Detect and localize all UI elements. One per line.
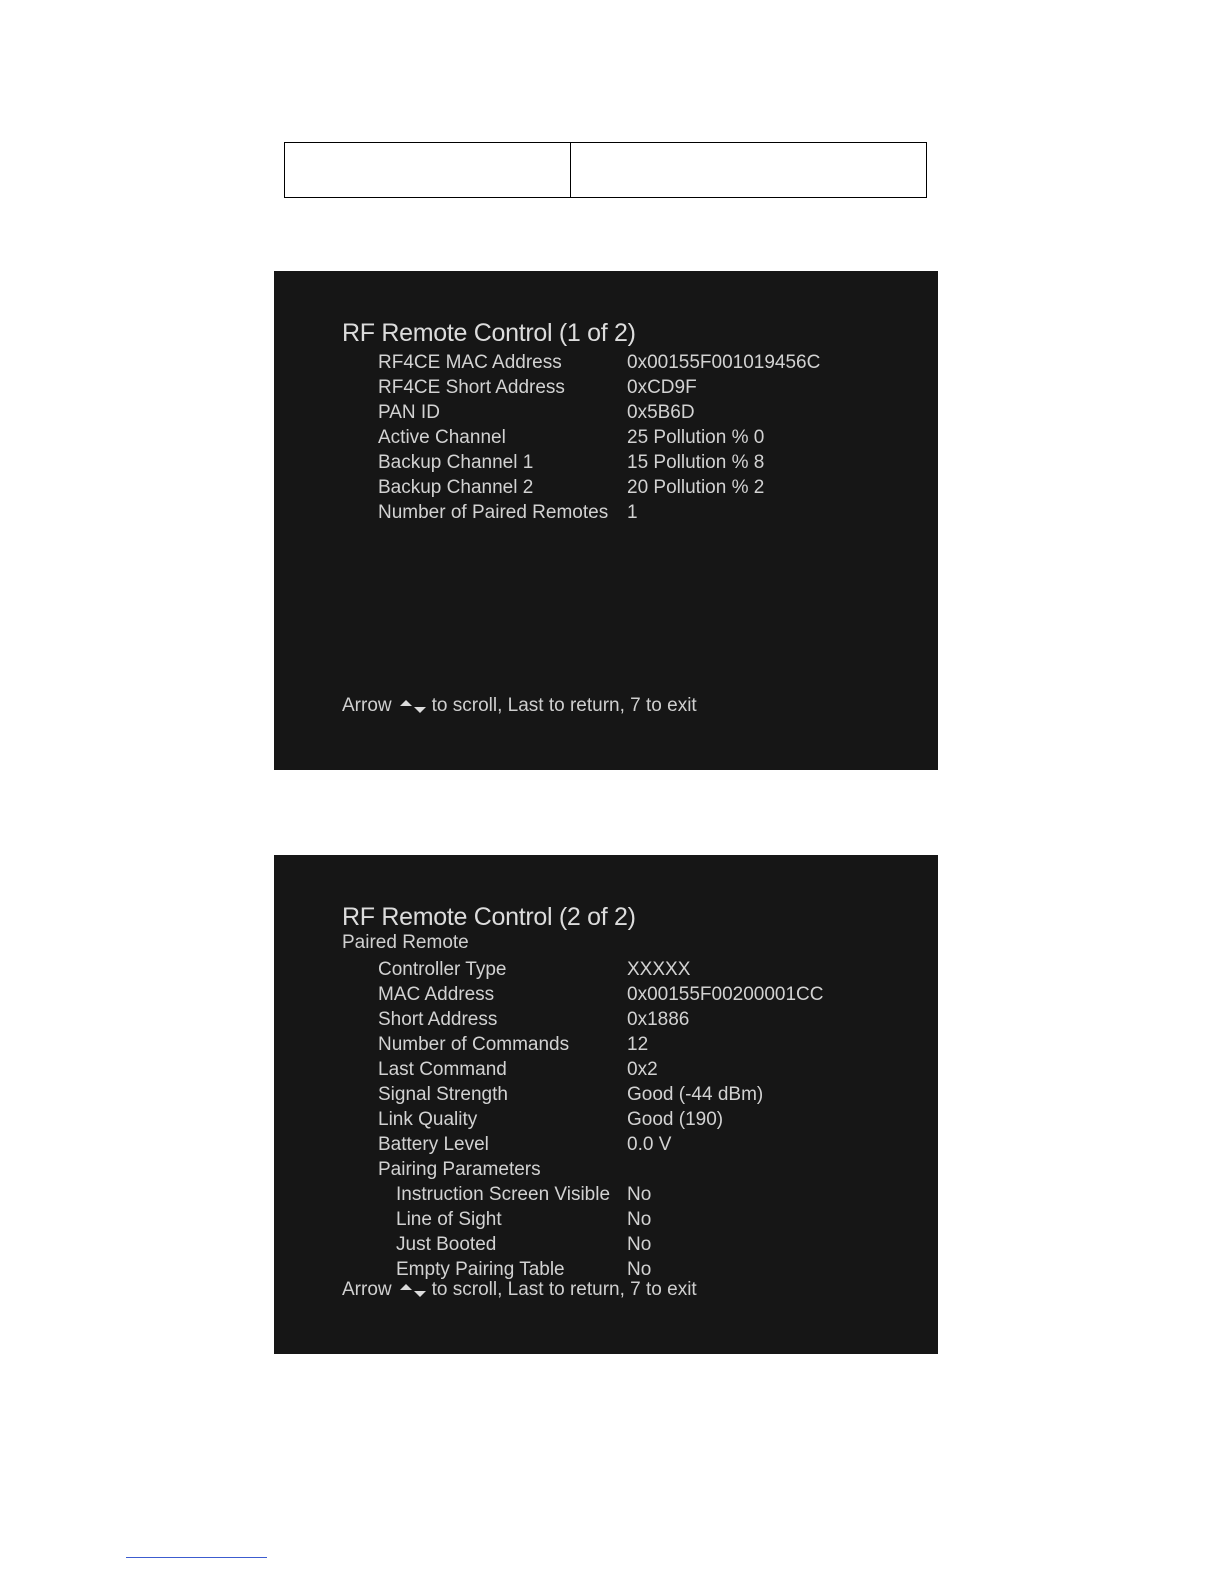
- item-label: RF4CE Short Address: [378, 377, 565, 398]
- item-label: Backup Channel 1: [378, 452, 534, 473]
- item-label: Signal Strength: [378, 1084, 508, 1105]
- item-value: 25 Pollution % 0: [627, 427, 765, 448]
- item-label: Controller Type: [378, 959, 507, 980]
- item-value: 0x2: [627, 1059, 658, 1080]
- header-table-cell-right: [571, 143, 926, 197]
- item-label: Line of Sight: [396, 1209, 502, 1230]
- rf-remote-screen-page-1: [274, 271, 938, 770]
- item-value: 12: [627, 1034, 649, 1055]
- item-label: Last Command: [378, 1059, 507, 1080]
- item-value: 0xCD9F: [627, 377, 697, 398]
- item-label: RF4CE MAC Address: [378, 352, 562, 373]
- item-value: No: [627, 1234, 652, 1255]
- item-value: 0x00155F001019456C: [627, 352, 821, 373]
- item-label: PAN ID: [378, 402, 440, 423]
- item-label: Instruction Screen Visible: [396, 1184, 611, 1205]
- hint-prefix: Arrow: [342, 695, 392, 716]
- item-label: Link Quality: [378, 1109, 478, 1130]
- item-label: Just Booted: [396, 1234, 497, 1255]
- item-value: 20 Pollution % 2: [627, 477, 765, 498]
- item-value: 0x5B6D: [627, 402, 695, 423]
- item-label: Empty Pairing Table: [396, 1259, 565, 1280]
- item-label: Number of Paired Remotes: [378, 502, 609, 523]
- item-value: Good (-44 dBm): [627, 1084, 764, 1105]
- navigation-hint: [342, 693, 697, 718]
- item-label: Short Address: [378, 1009, 498, 1030]
- item-value: 0x00155F00200001CC: [627, 984, 824, 1005]
- up-down-arrows-icon: [392, 696, 432, 716]
- item-label: MAC Address: [378, 984, 495, 1005]
- item-label: Active Channel: [378, 427, 506, 448]
- item-value: No: [627, 1184, 652, 1205]
- item-label: Number of Commands: [378, 1034, 570, 1055]
- item-value: 0.0 V: [627, 1134, 672, 1155]
- header-table-cell-left: [285, 143, 571, 197]
- item-value: 1: [627, 502, 638, 523]
- hint-prefix: Arrow: [342, 1279, 392, 1300]
- rf-remote-screen-page-2: [274, 855, 938, 1354]
- hint-suffix: to scroll, Last to return, 7 to exit: [431, 695, 697, 716]
- item-value: No: [627, 1259, 652, 1280]
- up-down-arrows-icon: [392, 1280, 432, 1300]
- hint-suffix: to scroll, Last to return, 7 to exit: [431, 1279, 697, 1300]
- screen-title: RF Remote Control (2 of 2): [342, 903, 636, 931]
- item-value: 0x1886: [627, 1009, 690, 1030]
- item-label: Pairing Parameters: [378, 1159, 541, 1180]
- section-heading: Paired Remote: [342, 932, 469, 953]
- footnote-separator: [126, 1557, 267, 1558]
- item-value: XXXXX: [627, 959, 691, 980]
- item-value: Good (190): [627, 1109, 724, 1130]
- item-label: Backup Channel 2: [378, 477, 534, 498]
- navigation-hint: [342, 1277, 697, 1302]
- item-label: Battery Level: [378, 1134, 489, 1155]
- screen-title: RF Remote Control (1 of 2): [342, 319, 636, 347]
- item-value: 15 Pollution % 8: [627, 452, 765, 473]
- header-table: [284, 142, 927, 198]
- item-value: No: [627, 1209, 652, 1230]
